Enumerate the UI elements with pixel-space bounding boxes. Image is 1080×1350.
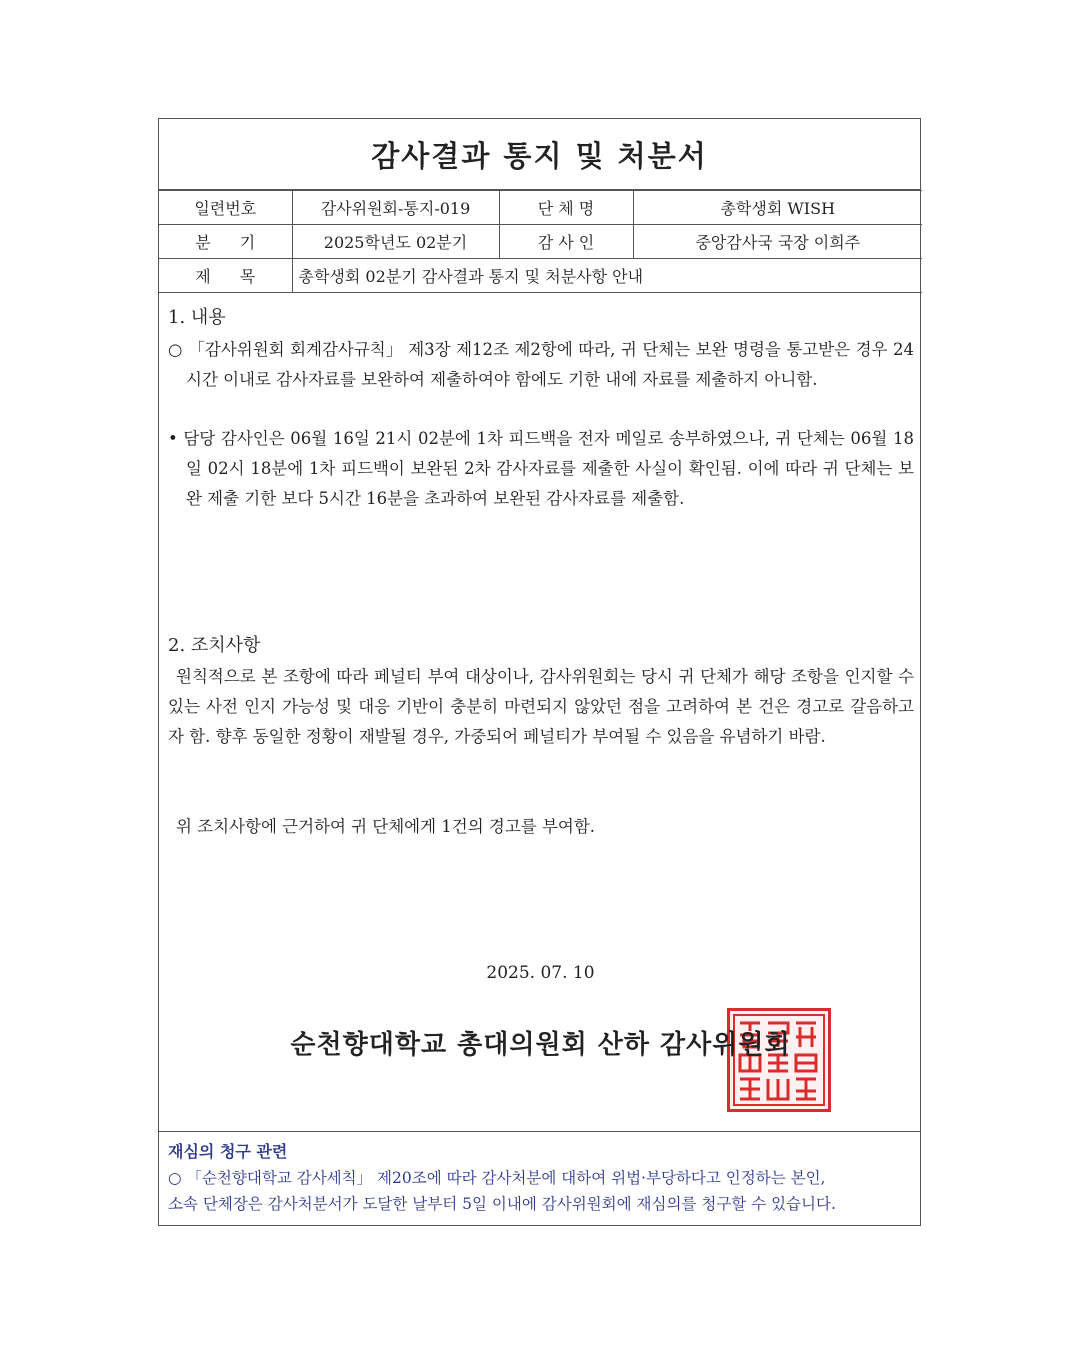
auditor-value: 중앙감사국 국장 이희주 (633, 225, 922, 259)
meta-row-1 (159, 191, 922, 225)
document-title: 감사결과 통지 및 처분서 (371, 138, 708, 173)
subject-label: 제 목 (159, 259, 292, 293)
appeal-line-1: ○ 「순천향대학교 감사세칙」 제20조에 따라 감사처분에 대하여 위법·부당하다고 인정하는 본인, (168, 1169, 826, 1187)
serial-label: 일련번호 (159, 191, 292, 225)
auditor-label: 감 사 인 (499, 225, 633, 259)
appeal-notice (168, 1139, 914, 1217)
subject-value: 총학생회 02분기 감사결과 통지 및 처분사항 안내 (292, 259, 922, 293)
section1-para1: ○ 「감사위원회 회계감사규칙」 제3장 제12조 제2항에 따라, 귀 단체는 보완 명령을 통고받은 경우 24시간 이내로 감사자료를 보완하여 제출하여야 함에도 기한 내에 자료를 제출하지 아니함. (168, 340, 914, 389)
org-value: 총학생회 WISH (633, 191, 922, 225)
meta-row-3 (159, 259, 922, 293)
appeal-line-2: 소속 단체장은 감사처분서가 도달한 날부터 5일 이내에 감사위원회에 재심의를 청구할 수 있습니다. (168, 1195, 836, 1213)
audit-notice-document (158, 118, 921, 1226)
section2-para1: 원칙적으로 본 조항에 따라 페널티 부여 대상이나, 감사위원회는 당시 귀 단체가 해당 조항을 인지할 수 있는 사전 인지 가능성 및 대응 기반이 충분히 마련되지 않았던 점을 고려하여 본 건은 경고로 갈음하고자 함. 향후 동일한 정황이 재발될 경우, 가중되어 페널티가 부여될 수 있음을 유념하기 바람. (168, 667, 915, 746)
appeal-heading: 재심의 청구 관련 (168, 1142, 288, 1161)
meta-table (159, 190, 922, 293)
section2-para2: 위 조치사항에 근거하여 귀 단체에게 1건의 경고를 부여함. (176, 817, 596, 836)
quarter-label: 분 기 (159, 225, 292, 259)
meta-row-2 (159, 225, 922, 259)
org-label: 단 체 명 (499, 191, 633, 225)
section1-para2: • 담당 감사인은 06월 16일 21시 02분에 1차 피드백을 전자 메일로 송부하였으나, 귀 단체는 06월 18일 02시 18분에 1차 피드백이 보완된 2차 감사자료를 제출한 사실이 확인됨. 이에 따라 귀 단체는 보완 제출 기한 보다 5시간 16분을 초과하여 보완된 감사자료를 제출함. (168, 429, 914, 508)
serial-value: 감사위원회-통지-019 (292, 191, 499, 225)
title-row (159, 119, 920, 190)
issuing-organization: 순천향대학교 총대의원회 산하 감사위원회 (290, 1030, 791, 1060)
content-area (159, 293, 920, 1132)
issue-date: 2025. 07. 10 (486, 963, 595, 983)
section1-heading: 1. 내용 (168, 307, 226, 328)
quarter-value: 2025학년도 02분기 (292, 225, 499, 259)
section2-heading: 2. 조치사항 (168, 635, 261, 656)
